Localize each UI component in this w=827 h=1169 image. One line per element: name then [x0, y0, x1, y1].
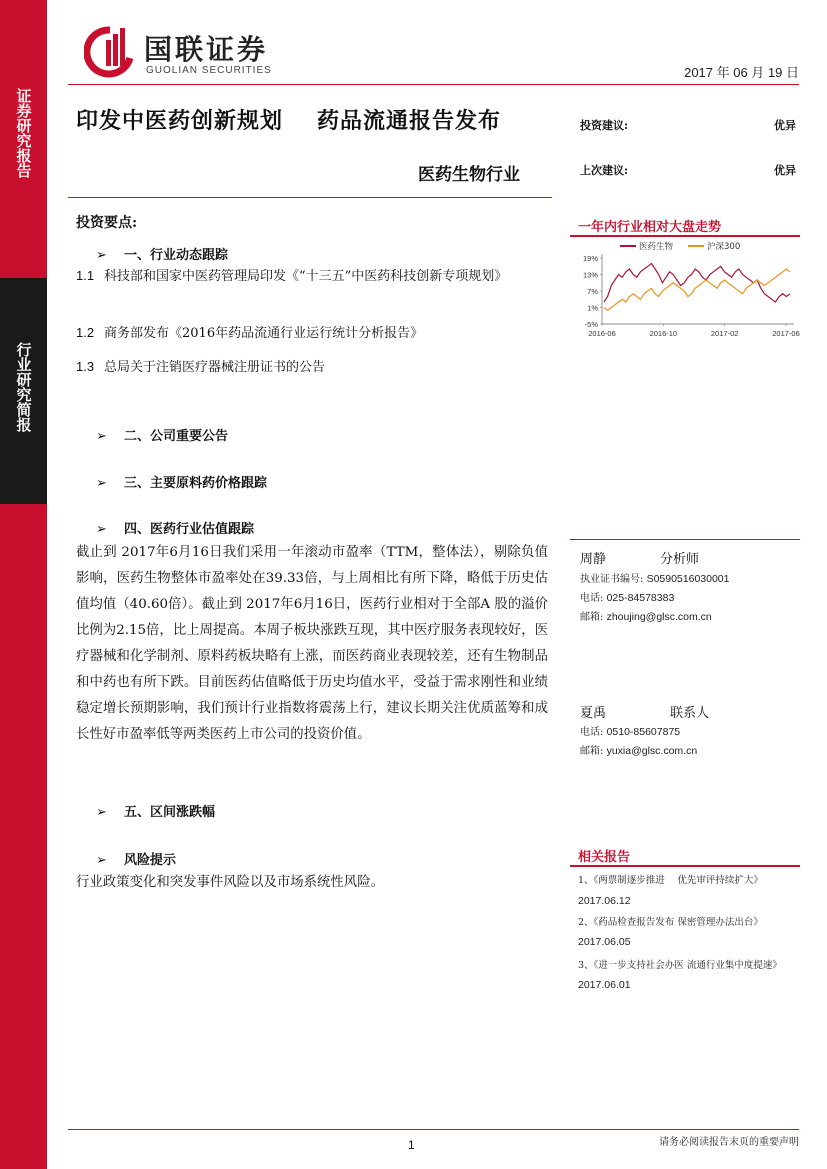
- contact-role: 联系人: [670, 706, 710, 721]
- related-report-link[interactable]: 3、《进一步支持社会办医 流通行业集中度提速》: [578, 960, 782, 971]
- legend-label: 医药生物: [639, 242, 674, 252]
- arrow-icon: ➢: [96, 853, 107, 868]
- arrow-icon: ➢: [96, 248, 107, 263]
- y-tick-label: 13%: [582, 270, 598, 280]
- section-2-heading: ➢ 二、公司重要公告: [96, 429, 229, 444]
- page-number: 1: [408, 1138, 415, 1152]
- arrow-icon: ➢: [96, 522, 107, 537]
- section-3-heading: ➢ 三、主要原料药价格跟踪: [96, 476, 268, 491]
- sidebar-report-type: 证券研究报告: [14, 88, 33, 178]
- arrow-icon: ➢: [96, 805, 107, 820]
- analyst-cert: 执业证书编号: S0590516030001: [580, 573, 730, 585]
- rating-previous-value: 优异: [774, 164, 796, 177]
- key-points-heading: 投资要点:: [76, 215, 138, 231]
- logo-name-cn: 国联证券: [144, 33, 269, 66]
- analyst-email: 邮箱: zhoujing@glsc.com.cn: [580, 611, 712, 623]
- contact-name: 夏禹: [580, 706, 607, 721]
- y-tick-label: 1%: [587, 303, 598, 313]
- chart-title-divider: [570, 235, 800, 237]
- legend-label: 沪深300: [707, 242, 741, 252]
- relative-performance-chart: [570, 238, 802, 346]
- contact-phone: 电话: 0510-85607875: [580, 726, 681, 738]
- risk-heading: ➢ 风险提示: [96, 853, 177, 868]
- related-report-date: 2017.06.05: [578, 936, 631, 948]
- news-item: 1.3 总局关于注销医疗器械注册证书的公告: [76, 359, 326, 375]
- related-report-link[interactable]: 1、《两票制逐步推进 优先审评持续扩大》: [578, 875, 763, 886]
- header-divider: [68, 84, 799, 85]
- risk-text: 行业政策变化和突发事件风险以及市场系统性风险。: [76, 875, 384, 890]
- section-1-heading: ➢ 一、行业动态跟踪: [96, 248, 229, 263]
- x-tick-label: 2016-06: [588, 329, 616, 338]
- x-tick-label: 2016-10: [649, 329, 678, 338]
- report-title: [76, 104, 501, 135]
- section-5-heading: ➢ 五、区间涨跌幅: [96, 805, 216, 820]
- valuation-paragraph: 截止到 2017年6月16日我们采用一年滚动市盈率（TTM，整体法），剔除负值影响，医药生物整体市盈率处在39.33倍，与上周相比有所下降，略低于历史估值均值（40.60倍）。截止到 2017年6月16日，医药行业相对于全部A 股的溢价比例为2.15倍，比上周提高。本周子板块涨跌互现，其中医疗服务表现较好，医疗器械和化学制剂、原料药板块略有上涨，而医药商业表现较差，还有生物制品和中药也有所下跌。目前医药估值略低于历史均值水平，受益于需求刚性和业绩稳定增长预期影响，我们预计行业指数将震荡上行，建议长期关注优质蓝筹和成长性好市盈率低等两类医药上市公司的投资价值。: [76, 545, 548, 742]
- logo-mark-icon: [84, 24, 136, 80]
- x-tick-label: 2017-06: [772, 329, 800, 338]
- analyst-divider: [570, 539, 800, 540]
- y-tick-label: -5%: [584, 320, 598, 329]
- arrow-icon: ➢: [96, 429, 107, 444]
- x-tick-label: 2017-02: [710, 329, 739, 338]
- analyst-role: 分析师: [660, 552, 700, 567]
- related-report-date: 2017.06.01: [578, 979, 631, 991]
- news-item: 1.2 商务部发布《2016年药品流通行业运行统计分析报告》: [76, 325, 424, 341]
- analyst-name: 周静: [580, 552, 607, 567]
- industry-name: 医药生物行业: [418, 165, 520, 185]
- analyst-phone: 电话: 025-84578383: [580, 592, 675, 604]
- sidebar-bottom-band: [0, 504, 47, 1169]
- y-tick-label: 7%: [587, 287, 598, 296]
- sidebar-report-category: 行业研究简报: [14, 342, 33, 432]
- rating-current-label: 投资建议:: [580, 119, 629, 132]
- title-divider: [68, 197, 552, 198]
- news-item: 1.1 科技部和国家中医药管理局印发《“十三五”中医药科技创新专项规划》: [76, 268, 508, 284]
- chart-title: 一年内行业相对大盘走势: [578, 220, 722, 235]
- series-line: [604, 264, 790, 303]
- report-title-part2: 药品流通报告发布: [317, 108, 502, 134]
- report-title-part1: 印发中医药创新规划: [76, 108, 284, 134]
- footer-disclaimer: 请务必阅读报告末页的重要声明: [659, 1137, 799, 1148]
- related-reports-heading: 相关报告: [578, 850, 631, 865]
- related-divider: [570, 865, 800, 867]
- company-logo: [84, 24, 314, 84]
- arrow-icon: ➢: [96, 476, 107, 491]
- report-date: 2017 年 06 月 19 日: [684, 65, 799, 80]
- rating-current-value: 优异: [774, 119, 796, 132]
- footer-divider: [68, 1129, 799, 1130]
- related-report-link[interactable]: 2、《药品检查报告发布 保密管理办法出台》: [578, 917, 763, 928]
- rating-previous-label: 上次建议:: [580, 164, 629, 177]
- related-report-date: 2017.06.12: [578, 895, 631, 907]
- logo-name-en: GUOLIAN SECURITIES: [146, 65, 272, 76]
- section-4-heading: ➢ 四、医药行业估值跟踪: [96, 522, 255, 537]
- y-tick-label: 19%: [582, 254, 598, 263]
- contact-email: 邮箱: yuxia@glsc.com.cn: [580, 745, 698, 757]
